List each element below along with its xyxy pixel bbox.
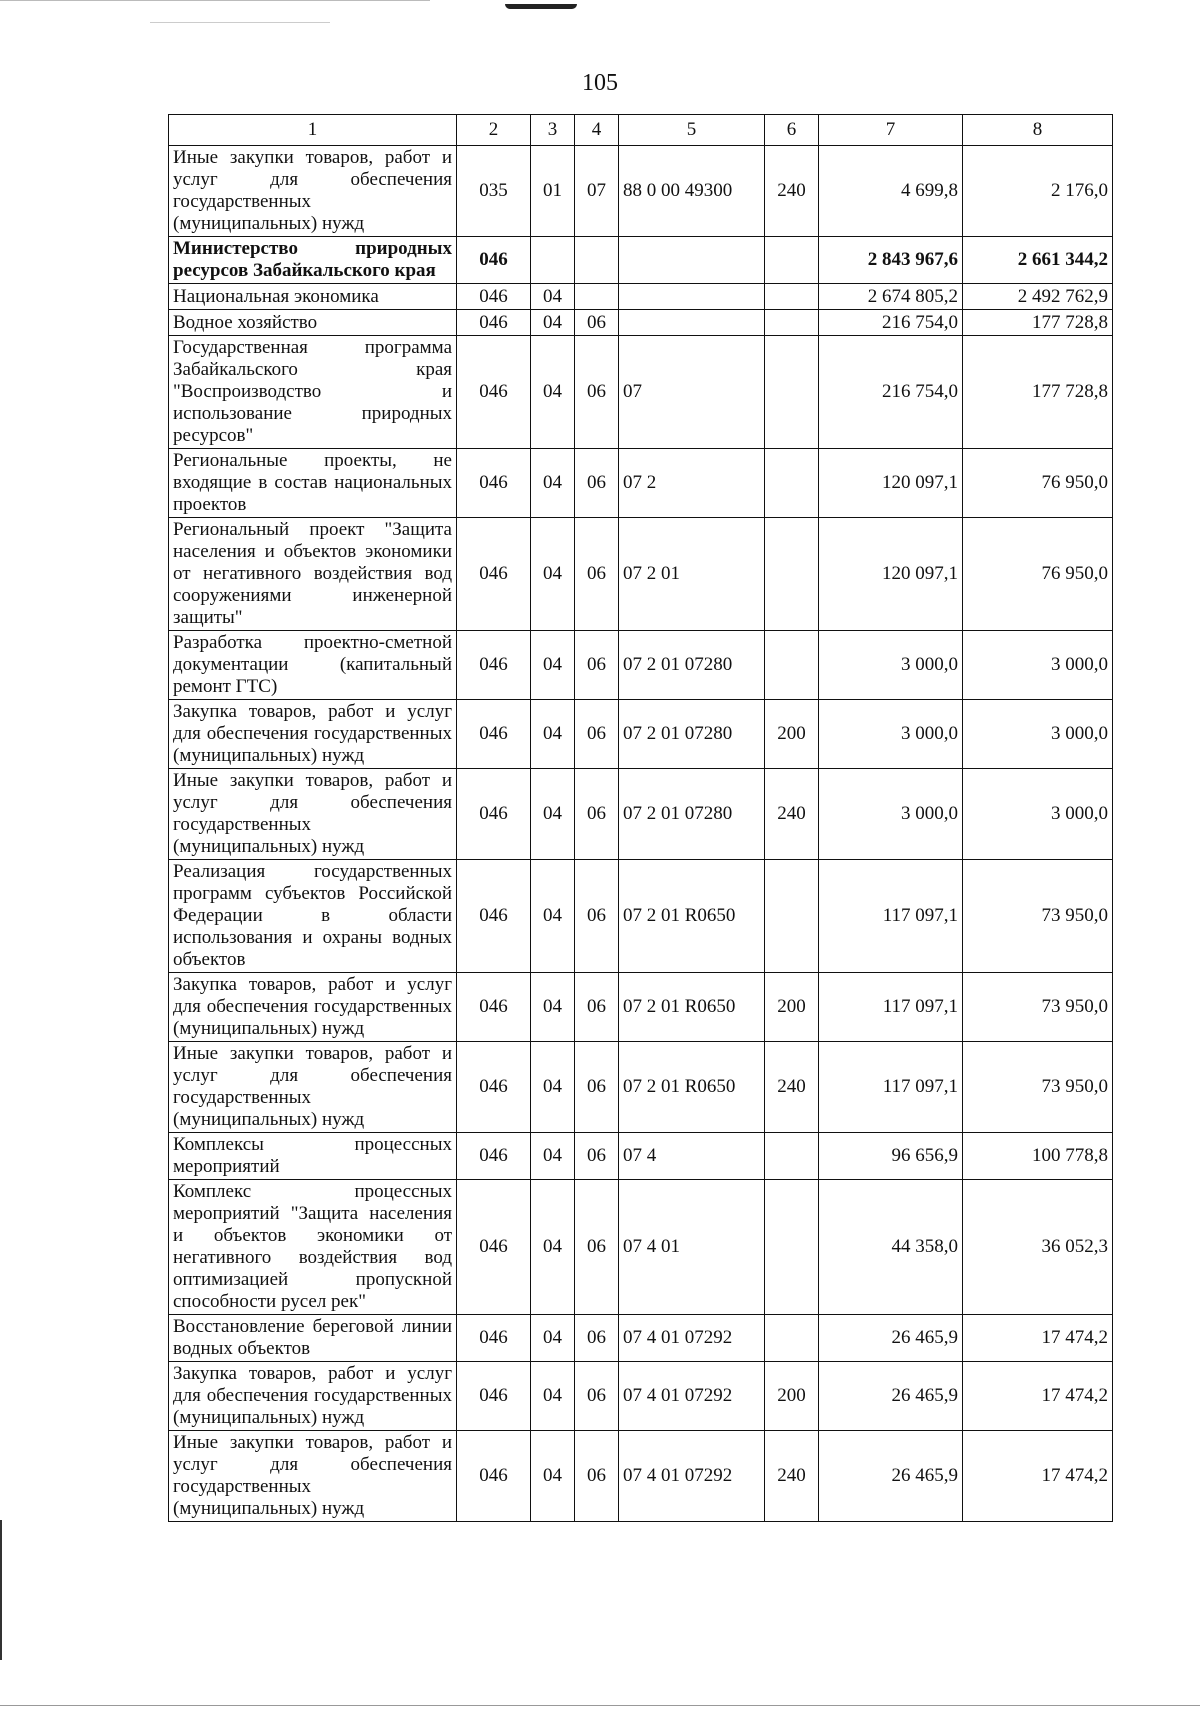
amount-year2-cell: 100 778,8 — [963, 1133, 1113, 1180]
table-row — [169, 284, 1113, 310]
row-name-cell: Реализация государственных программ субъектов Российской Федерации в области использования и охраны водных объектов — [169, 860, 457, 973]
expense-type-cell: 240 — [765, 769, 819, 860]
expense-type-cell — [765, 336, 819, 449]
expense-type-cell — [765, 284, 819, 310]
ministry-code-cell: 046 — [457, 518, 531, 631]
row-name-cell: Министерство природных ресурсов Забайкальского края — [169, 237, 457, 284]
column-header: 4 — [575, 115, 619, 146]
amount-year2-cell: 3 000,0 — [963, 631, 1113, 700]
row-name-cell: Иные закупки товаров, работ и услуг для обеспечения государственных (муниципальных) нужд — [169, 1431, 457, 1522]
scan-top-rule-short — [150, 22, 330, 23]
ministry-code-cell: 046 — [457, 1133, 531, 1180]
row-name-cell: Иные закупки товаров, работ и услуг для обеспечения государственных (муниципальных) нужд — [169, 1042, 457, 1133]
ministry-code-cell: 046 — [457, 973, 531, 1042]
row-name-cell: Иные закупки товаров, работ и услуг для обеспечения государственных (муниципальных) нужд — [169, 146, 457, 237]
section-code-cell: 04 — [531, 973, 575, 1042]
ministry-code-cell: 046 — [457, 1431, 531, 1522]
table-row — [169, 769, 1113, 860]
amount-year2-cell: 17 474,2 — [963, 1315, 1113, 1362]
expense-type-cell: 240 — [765, 1042, 819, 1133]
expense-type-cell — [765, 237, 819, 284]
expense-type-cell: 200 — [765, 1362, 819, 1431]
row-name-cell: Комплексы процессных мероприятий — [169, 1133, 457, 1180]
target-article-cell — [619, 310, 765, 336]
expense-type-cell — [765, 310, 819, 336]
expense-type-cell: 240 — [765, 146, 819, 237]
scan-binding-mark — [505, 4, 577, 9]
amount-year2-cell: 76 950,0 — [963, 518, 1113, 631]
ministry-code-cell: 046 — [457, 769, 531, 860]
subsection-code-cell: 06 — [575, 336, 619, 449]
section-code-cell: 04 — [531, 1042, 575, 1133]
amount-year1-cell: 2 843 967,6 — [819, 237, 963, 284]
subsection-code-cell: 06 — [575, 700, 619, 769]
row-name-cell: Закупка товаров, работ и услуг для обеспечения государственных (муниципальных) нужд — [169, 700, 457, 769]
table-row — [169, 1431, 1113, 1522]
amount-year1-cell: 26 465,9 — [819, 1431, 963, 1522]
amount-year2-cell: 76 950,0 — [963, 449, 1113, 518]
amount-year2-cell: 3 000,0 — [963, 700, 1113, 769]
subsection-code-cell: 06 — [575, 1133, 619, 1180]
section-code-cell: 01 — [531, 146, 575, 237]
ministry-code-cell: 046 — [457, 1042, 531, 1133]
amount-year2-cell: 36 052,3 — [963, 1180, 1113, 1315]
subsection-code-cell — [575, 284, 619, 310]
ministry-code-cell: 035 — [457, 146, 531, 237]
table-row — [169, 336, 1113, 449]
target-article-cell: 07 2 01 R0650 — [619, 1042, 765, 1133]
amount-year2-cell: 2 661 344,2 — [963, 237, 1113, 284]
table-row — [169, 518, 1113, 631]
target-article-cell — [619, 284, 765, 310]
ministry-code-cell: 046 — [457, 1315, 531, 1362]
target-article-cell: 07 2 01 — [619, 518, 765, 631]
amount-year2-cell: 2 492 762,9 — [963, 284, 1113, 310]
section-code-cell — [531, 237, 575, 284]
target-article-cell: 07 — [619, 336, 765, 449]
target-article-cell: 07 2 01 07280 — [619, 769, 765, 860]
table-row — [169, 1180, 1113, 1315]
subsection-code-cell: 06 — [575, 1362, 619, 1431]
target-article-cell: 07 2 01 07280 — [619, 700, 765, 769]
row-name-cell: Разработка проектно-сметной документации (капитальный ремонт ГТС) — [169, 631, 457, 700]
amount-year1-cell: 3 000,0 — [819, 769, 963, 860]
table-row — [169, 860, 1113, 973]
target-article-cell: 07 2 01 R0650 — [619, 973, 765, 1042]
amount-year1-cell: 96 656,9 — [819, 1133, 963, 1180]
section-code-cell: 04 — [531, 449, 575, 518]
ministry-code-cell: 046 — [457, 449, 531, 518]
section-code-cell: 04 — [531, 1362, 575, 1431]
subsection-code-cell: 06 — [575, 631, 619, 700]
section-code-cell: 04 — [531, 518, 575, 631]
expense-type-cell — [765, 518, 819, 631]
amount-year1-cell: 2 674 805,2 — [819, 284, 963, 310]
subsection-code-cell: 07 — [575, 146, 619, 237]
section-code-cell: 04 — [531, 1180, 575, 1315]
target-article-cell: 07 4 01 07292 — [619, 1315, 765, 1362]
section-code-cell: 04 — [531, 769, 575, 860]
expense-type-cell: 200 — [765, 700, 819, 769]
row-name-cell: Восстановление береговой линии водных объектов — [169, 1315, 457, 1362]
section-code-cell: 04 — [531, 310, 575, 336]
table-row — [169, 973, 1113, 1042]
target-article-cell: 07 4 01 — [619, 1180, 765, 1315]
column-header: 8 — [963, 115, 1113, 146]
amount-year1-cell: 26 465,9 — [819, 1315, 963, 1362]
ministry-code-cell: 046 — [457, 237, 531, 284]
table-row — [169, 1362, 1113, 1431]
amount-year1-cell: 117 097,1 — [819, 973, 963, 1042]
section-code-cell: 04 — [531, 1315, 575, 1362]
amount-year2-cell: 17 474,2 — [963, 1431, 1113, 1522]
target-article-cell: 07 4 01 07292 — [619, 1362, 765, 1431]
expense-type-cell — [765, 1133, 819, 1180]
row-name-cell: Комплекс процессных мероприятий "Защита населения и объектов экономики от негативного воздействия вод оптимизацией пропускной способности русел рек" — [169, 1180, 457, 1315]
expense-type-cell: 200 — [765, 973, 819, 1042]
amount-year2-cell: 17 474,2 — [963, 1362, 1113, 1431]
target-article-cell: 07 2 01 R0650 — [619, 860, 765, 973]
table-row — [169, 146, 1113, 237]
scan-top-rule — [0, 0, 430, 1]
row-name-cell: Иные закупки товаров, работ и услуг для обеспечения государственных (муниципальных) нужд — [169, 769, 457, 860]
expense-type-cell — [765, 631, 819, 700]
expense-type-cell: 240 — [765, 1431, 819, 1522]
amount-year2-cell: 3 000,0 — [963, 769, 1113, 860]
expense-type-cell — [765, 860, 819, 973]
amount-year1-cell: 216 754,0 — [819, 310, 963, 336]
amount-year1-cell: 3 000,0 — [819, 631, 963, 700]
amount-year1-cell: 44 358,0 — [819, 1180, 963, 1315]
row-name-cell: Закупка товаров, работ и услуг для обеспечения государственных (муниципальных) нужд — [169, 1362, 457, 1431]
amount-year2-cell: 177 728,8 — [963, 336, 1113, 449]
table-row — [169, 237, 1113, 284]
row-name-cell: Региональные проекты, не входящие в состав национальных проектов — [169, 449, 457, 518]
row-name-cell: Региональный проект "Защита населения и объектов экономики от негативного воздействия вод сооружениями инженерной защиты" — [169, 518, 457, 631]
amount-year1-cell: 26 465,9 — [819, 1362, 963, 1431]
amount-year1-cell: 120 097,1 — [819, 518, 963, 631]
amount-year1-cell: 4 699,8 — [819, 146, 963, 237]
amount-year1-cell: 3 000,0 — [819, 700, 963, 769]
ministry-code-cell: 046 — [457, 336, 531, 449]
table-row — [169, 1042, 1113, 1133]
subsection-code-cell — [575, 237, 619, 284]
subsection-code-cell: 06 — [575, 449, 619, 518]
subsection-code-cell: 06 — [575, 1042, 619, 1133]
table-row — [169, 700, 1113, 769]
amount-year2-cell: 73 950,0 — [963, 1042, 1113, 1133]
section-code-cell: 04 — [531, 860, 575, 973]
amount-year1-cell: 117 097,1 — [819, 1042, 963, 1133]
subsection-code-cell: 06 — [575, 973, 619, 1042]
row-name-cell: Водное хозяйство — [169, 310, 457, 336]
column-header: 2 — [457, 115, 531, 146]
column-header: 6 — [765, 115, 819, 146]
subsection-code-cell: 06 — [575, 1315, 619, 1362]
column-header: 7 — [819, 115, 963, 146]
row-name-cell: Закупка товаров, работ и услуг для обеспечения государственных (муниципальных) нужд — [169, 973, 457, 1042]
ministry-code-cell: 046 — [457, 860, 531, 973]
section-code-cell: 04 — [531, 1431, 575, 1522]
subsection-code-cell: 06 — [575, 518, 619, 631]
amount-year2-cell: 73 950,0 — [963, 973, 1113, 1042]
target-article-cell: 07 4 01 07292 — [619, 1431, 765, 1522]
scan-left-edge — [0, 1520, 2, 1660]
table-row — [169, 631, 1113, 700]
amount-year2-cell: 73 950,0 — [963, 860, 1113, 973]
subsection-code-cell: 06 — [575, 310, 619, 336]
amount-year2-cell: 177 728,8 — [963, 310, 1113, 336]
scan-bottom-rule — [0, 1705, 1200, 1706]
ministry-code-cell: 046 — [457, 1362, 531, 1431]
page-number: 105 — [582, 70, 618, 96]
target-article-cell: 07 4 — [619, 1133, 765, 1180]
target-article-cell — [619, 237, 765, 284]
subsection-code-cell: 06 — [575, 1431, 619, 1522]
table-row — [169, 310, 1113, 336]
ministry-code-cell: 046 — [457, 700, 531, 769]
section-code-cell: 04 — [531, 631, 575, 700]
ministry-code-cell: 046 — [457, 1180, 531, 1315]
budget-table — [168, 114, 1113, 1522]
row-name-cell: Государственная программа Забайкальского края "Воспроизводство и использование природных ресурсов" — [169, 336, 457, 449]
section-code-cell: 04 — [531, 336, 575, 449]
amount-year1-cell: 216 754,0 — [819, 336, 963, 449]
target-article-cell: 07 2 — [619, 449, 765, 518]
ministry-code-cell: 046 — [457, 631, 531, 700]
ministry-code-cell: 046 — [457, 284, 531, 310]
target-article-cell: 07 2 01 07280 — [619, 631, 765, 700]
subsection-code-cell: 06 — [575, 860, 619, 973]
target-article-cell: 88 0 00 49300 — [619, 146, 765, 237]
expense-type-cell — [765, 449, 819, 518]
expense-type-cell — [765, 1180, 819, 1315]
amount-year1-cell: 117 097,1 — [819, 860, 963, 973]
amount-year1-cell: 120 097,1 — [819, 449, 963, 518]
row-name-cell: Национальная экономика — [169, 284, 457, 310]
table-row — [169, 449, 1113, 518]
table-row — [169, 1133, 1113, 1180]
column-header: 3 — [531, 115, 575, 146]
subsection-code-cell: 06 — [575, 769, 619, 860]
section-code-cell: 04 — [531, 1133, 575, 1180]
ministry-code-cell: 046 — [457, 310, 531, 336]
amount-year2-cell: 2 176,0 — [963, 146, 1113, 237]
column-header: 1 — [169, 115, 457, 146]
subsection-code-cell: 06 — [575, 1180, 619, 1315]
table-row — [169, 1315, 1113, 1362]
expense-type-cell — [765, 1315, 819, 1362]
section-code-cell: 04 — [531, 700, 575, 769]
section-code-cell: 04 — [531, 284, 575, 310]
column-header: 5 — [619, 115, 765, 146]
table-header-row — [169, 115, 1113, 146]
